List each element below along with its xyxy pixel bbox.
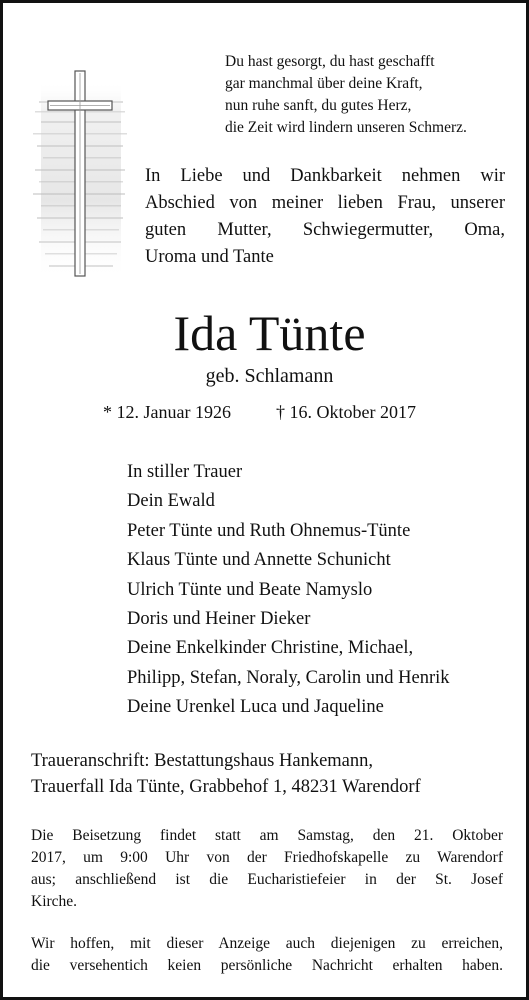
intro-line: guten Mutter, Schwiegermutter, Oma, [145,220,505,240]
intro-line: In Liebe und Dankbarkeit nehmen wir [145,166,505,186]
closing-line: die versehentich keien persönliche Nachricht erhalten haben. [31,957,503,974]
death-date: † 16. Oktober 2017 [276,402,416,422]
family-line: Klaus Tünte und Annette Schunicht [127,550,391,571]
poem [225,51,467,139]
family-line: Philipp, Stefan, Noraly, Carolin und Henrik [127,667,450,688]
mourning-address [31,748,501,800]
family-list [127,458,450,723]
family-line: Peter Tünte und Ruth Ohnemus-Tünte [127,520,411,541]
intro-line: Uroma und Tante [145,247,274,267]
funeral-line: 2017, um 9:00 Uhr von der Friedhofskapelle zu Warendorf [31,849,503,866]
maiden-name: geb. Schlamann [205,365,334,387]
closing-note [31,933,503,977]
family-line: Deine Enkelkinder Christine, Michael, [127,638,414,659]
family-line: Dein Ewald [127,491,215,512]
family-line: Doris und Heiner Dieker [127,608,311,629]
address-line: Trauerfall Ida Tünte, Grabbehof 1, 48231 Warendorf [31,777,421,797]
address-line: Traueranschrift: Bestattungshaus Hankemann, [31,751,374,771]
closing-line: Wir hoffen, mit dieser Anzeige auch diejenigen zu erreichen, [31,935,503,952]
funeral-line: Die Beisetzung findet statt am Samstag, den 21. Oktober [31,827,503,844]
poem-line: gar manchmal über deine Kraft, [225,75,423,92]
funeral-info [31,825,503,913]
intro-line: Abschied von meiner lieben Frau, unserer [145,193,505,213]
birth-date: * 12. Januar 1926 [103,402,231,422]
deceased-name: Ida Tünte [173,305,366,361]
poem-line: die Zeit wird lindern unseren Schmerz. [225,119,467,136]
cross-icon [31,61,131,291]
family-line: In stiller Trauer [127,462,243,482]
intro-text [145,163,505,271]
poem-line: Du hast gesorgt, du hast geschafft [225,53,435,70]
funeral-line: aus; anschließend ist die Eucharistiefeier in der St. Josef [31,871,503,888]
poem-line: nun ruhe sanft, du gutes Herz, [225,97,412,114]
family-line: Ulrich Tünte und Beate Namyslo [127,579,373,600]
funeral-line: Kirche. [31,893,78,910]
family-line: Deine Urenkel Luca und Jaqueline [127,697,384,718]
